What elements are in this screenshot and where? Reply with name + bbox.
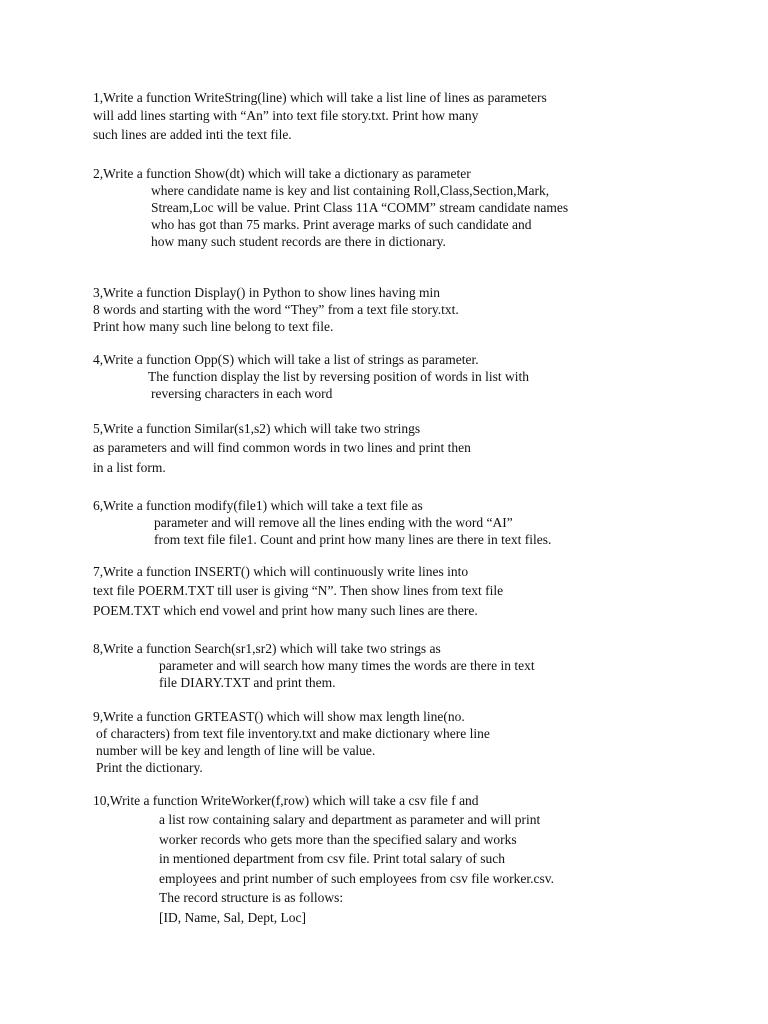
question-line: 6,Write a function modify(file1) which will take a text file as (93, 498, 423, 513)
question-line: where candidate name is key and list containing Roll,Class,Section,Mark, (151, 183, 550, 198)
question-line: number will be key and length of line will be value. (96, 743, 376, 758)
question-line: 10,Write a function WriteWorker(f,row) which will take a csv file f and (93, 793, 479, 808)
question-line: such lines are added inti the text file. (93, 127, 292, 142)
question-line: 7,Write a function INSERT() which will continuously write lines into (93, 564, 469, 579)
question-line: worker records who gets more than the specified salary and works (159, 832, 517, 847)
question-line: Print how many such line belong to text file. (93, 319, 334, 334)
question-line: 5,Write a function Similar(s1,s2) which will take two strings (93, 421, 421, 436)
question-line: from text file file1. Count and print how many lines are there in text files. (154, 532, 552, 547)
question-line: Stream,Loc will be value. Print Class 11A “COMM” stream candidate names (151, 200, 569, 215)
question-line: 2,Write a function Show(dt) which will take a dictionary as parameter (93, 166, 471, 181)
question-line: 9,Write a function GRTEAST() which will show max length line(no. (93, 709, 465, 724)
question-line: The record structure is as follows: (159, 890, 344, 905)
question-line: who has got than 75 marks. Print average marks of such candidate and (151, 217, 532, 232)
question-line: text file POERM.TXT till user is giving “N”. Then show lines from text file (93, 583, 504, 598)
question-line: parameter and will search how many times the words are there in text (159, 658, 535, 673)
question-line: in a list form. (93, 460, 166, 475)
question-line: will add lines starting with “An” into text file story.txt. Print how many (93, 108, 479, 123)
question-line: file DIARY.TXT and print them. (159, 675, 336, 690)
question-line: parameter and will remove all the lines ending with the word “AI” (154, 515, 513, 530)
question-line: 8,Write a function Search(sr1,sr2) which will take two strings as (93, 641, 441, 656)
question-line: in mentioned department from csv file. Print total salary of such (159, 851, 506, 866)
question-line: Print the dictionary. (96, 760, 203, 775)
question-line: The function display the list by reversing position of words in list with (148, 369, 529, 384)
question-line: reversing characters in each word (151, 386, 333, 401)
question-line: [ID, Name, Sal, Dept, Loc] (159, 910, 306, 925)
question-line: 1,Write a function WriteString(line) which will take a list line of lines as parameters (93, 90, 547, 105)
question-line: employees and print number of such employees from csv file worker.csv. (159, 871, 555, 886)
question-line: 4,Write a function Opp(S) which will take a list of strings as parameter. (93, 352, 479, 367)
question-line: as parameters and will find common words in two lines and print then (93, 440, 471, 455)
question-line: 3,Write a function Display() in Python to show lines having min (93, 285, 441, 300)
question-line: a list row containing salary and department as parameter and will print (159, 812, 541, 827)
question-line: 8 words and starting with the word “They” from a text file story.txt. (93, 302, 459, 317)
question-line: POEM.TXT which end vowel and print how many such lines are there. (93, 603, 478, 618)
question-line: of characters) from text file inventory.txt and make dictionary where line (96, 726, 490, 741)
question-line: how many such student records are there in dictionary. (151, 234, 446, 249)
